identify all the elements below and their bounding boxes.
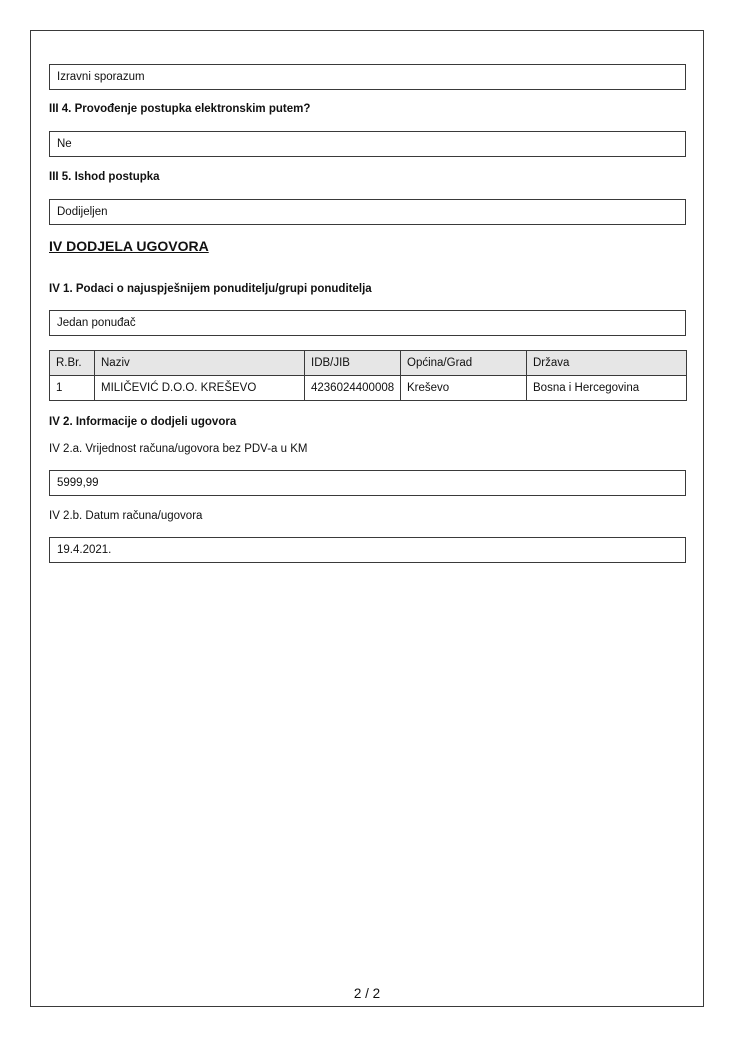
cell-drzava: Bosna i Hercegovina bbox=[527, 376, 687, 401]
column-header-idb-jib: IDB/JIB bbox=[305, 351, 401, 376]
table-header-row bbox=[50, 351, 687, 376]
contract-value-label: IV 2.a. Vrijednost računa/ugovora bez PDV-a u KM bbox=[49, 443, 308, 455]
cell-opcina-grad: Kreševo bbox=[401, 376, 527, 401]
procedure-outcome-label: III 5. Ishod postupka bbox=[49, 171, 160, 183]
table-row bbox=[50, 376, 687, 401]
contract-info-label: IV 2. Informacije o dodjeli ugovora bbox=[49, 416, 237, 428]
electronic-procedure-label: III 4. Provođenje postupka elektronskim putem? bbox=[49, 103, 311, 115]
contract-value: 5999,99 bbox=[49, 470, 686, 496]
contract-date: 19.4.2021. bbox=[49, 537, 686, 563]
document-page bbox=[30, 30, 704, 1007]
column-header-naziv: Naziv bbox=[95, 351, 305, 376]
bidders-table bbox=[49, 350, 687, 401]
column-header-rbr: R.Br. bbox=[50, 351, 95, 376]
column-header-drzava: Država bbox=[527, 351, 687, 376]
best-bidder-type-value: Jedan ponuđač bbox=[49, 310, 686, 336]
procedure-type-value: Izravni sporazum bbox=[49, 64, 686, 90]
cell-naziv: MILIČEVIĆ D.O.O. KREŠEVO bbox=[95, 376, 305, 401]
cell-rbr: 1 bbox=[50, 376, 95, 401]
contract-date-label: IV 2.b. Datum računa/ugovora bbox=[49, 510, 203, 522]
cell-idb-jib: 4236024400008 bbox=[305, 376, 401, 401]
best-bidder-label: IV 1. Podaci o najuspješnijem ponuditelju/grupi ponuditelja bbox=[49, 283, 372, 295]
column-header-opcina-grad: Općina/Grad bbox=[401, 351, 527, 376]
page-number: 2 / 2 bbox=[353, 986, 381, 1001]
procedure-outcome-value: Dodijeljen bbox=[49, 199, 686, 225]
electronic-procedure-value: Ne bbox=[49, 131, 686, 157]
section-iv-title: IV DODJELA UGOVORA bbox=[49, 238, 209, 254]
